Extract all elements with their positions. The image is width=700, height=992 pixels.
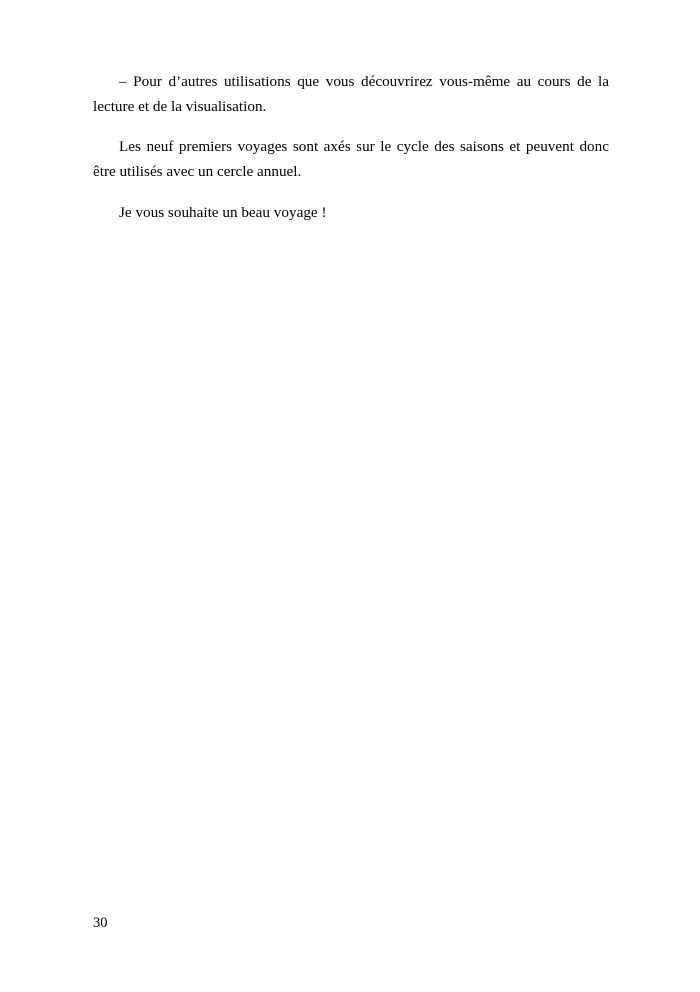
paragraph-3: Je vous souhaite un beau voyage ! <box>119 203 327 221</box>
paragraph-2: Les neuf premiers voyages sont axés sur le cycle des saisons et peuvent donc être utilisés avec un cercle annuel. <box>93 138 609 180</box>
paragraph-1: – Pour d’autres utilisations que vous découvrirez vous-même au cours de la lecture et de la visualisation. <box>93 73 609 115</box>
page-number: 30 <box>93 915 108 931</box>
body-text <box>93 70 609 225</box>
